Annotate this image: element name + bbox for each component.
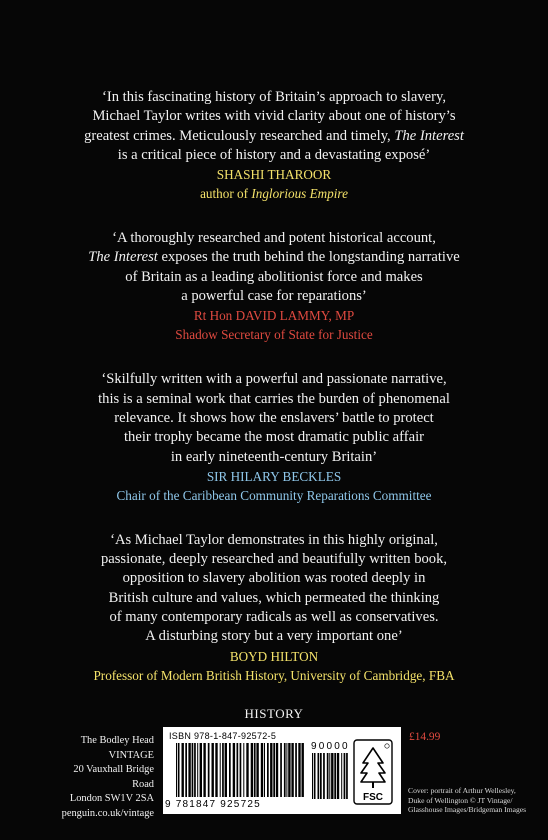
barcode-bar: [197, 743, 198, 797]
barcode-bar: [264, 743, 265, 797]
barcode-bar: [334, 753, 336, 799]
book-title: The Interest: [88, 249, 158, 266]
barcode-bars: [175, 743, 305, 801]
barcode-bar: [318, 753, 320, 799]
barcode-bar: [194, 743, 196, 797]
barcode-bar: [220, 743, 221, 797]
barcode-bar: [176, 743, 177, 797]
barcode-bar: [327, 753, 329, 799]
barcode-bar: [286, 743, 287, 797]
barcode-bar: [240, 743, 242, 797]
barcode-bar: [312, 753, 313, 799]
barcode-bar: [284, 743, 286, 797]
barcode-bar: [295, 743, 297, 797]
publisher-line: London SW1V 2SA: [69, 793, 154, 805]
cover-credit: Cover: portrait of Arthur Wellesley, Duke of Wellington © JT Vintage/ Glasshouse Images/Bridgeman Images: [408, 786, 527, 815]
barcode-bar: [185, 743, 187, 797]
book-title: The Interest: [394, 127, 464, 144]
barcode-bar: [298, 743, 300, 797]
quote-tharoor: [0, 88, 548, 203]
quote-author-role: Professor of Modern British History, University of Cambridge, FBA: [93, 667, 455, 683]
fsc-label: FSC: [363, 792, 383, 803]
barcode-bar: [276, 743, 278, 797]
quote-text: ‘Skilfully written with a powerful and passionate narrative, this is a seminal work that carries the burden of phenomenal relevance. It shows how the enslavers’ battle to protect their trophy became the most dramatic public affair in early nineteenth-century Britain’: [98, 371, 450, 465]
barcode-bar: [188, 743, 190, 797]
publisher-line: The Bodley Head: [80, 735, 154, 746]
quote-text: ‘A thoroughly researched and potent historical account,: [112, 230, 436, 247]
barcode-bar: [302, 743, 304, 797]
quote-text: ‘As Michael Taylor demonstrates in this highly original, passionate, deeply researched and beautifully written book, opposition to slavery abolition was rooted deeply in British culture and values, which permeated the thinking of many contemporary radicals as well as conservatives. A disturbing story but a very important one’: [100, 531, 448, 645]
quote-lammy: [0, 229, 548, 344]
quote-text: is a critical piece of history and a devastating exposé’: [117, 146, 431, 163]
barcode-bar: [346, 753, 348, 799]
barcode-bar: [314, 753, 316, 799]
quote-author-role: author of Inglorious Empire: [200, 186, 348, 202]
isbn-label: ISBN 978-1-847-92572-5: [169, 731, 277, 741]
quote-author-role: Shadow Secretary of State for Justice: [175, 327, 373, 343]
publisher-line: 20 Vauxhall Bridge Road: [73, 764, 154, 790]
quote-author-role: Chair of the Caribbean Community Reparations Committee: [116, 487, 432, 503]
barcode-bar: [233, 743, 235, 797]
barcode-bar: [203, 743, 205, 797]
barcode-addon-digits: 90000: [311, 741, 350, 752]
category-label: HISTORY: [244, 706, 304, 721]
barcode-bar: [341, 753, 342, 799]
publisher-line: VINTAGE: [108, 749, 154, 761]
endorsements: [0, 88, 548, 711]
publisher-line: penguin.co.uk/vintage: [61, 807, 154, 819]
barcode-bar: [178, 743, 180, 797]
barcode-bar: [329, 753, 330, 799]
quote-text: exposes the truth behind the longstanding narrative of Britain as a leading abolitionist force and makes a powerful case for reparations’: [125, 249, 460, 305]
quote-hilton: [0, 531, 548, 685]
quote-text: ‘In this fascinating history of Britain’s approach to slavery, Michael Taylor writes with vivid clarity about one of history’s greatest crimes. Meticulously researched and timely,: [84, 89, 456, 144]
barcode-bar: [243, 743, 244, 797]
quote-author: BOYD HILTON: [229, 648, 319, 664]
barcode-bar: [267, 743, 269, 797]
price: £14.99: [409, 731, 441, 743]
barcode-bar: [237, 743, 239, 797]
barcode-bar: [280, 743, 282, 797]
barcode-bar: [222, 743, 224, 797]
barcode-bar: [215, 743, 217, 797]
barcode-bar: [254, 743, 256, 797]
barcode-bar: [291, 743, 293, 797]
barcode-bar: [270, 743, 272, 797]
barcode-bar: [344, 753, 346, 799]
barcode-bar: [192, 743, 194, 797]
fsc-logo-icon: [353, 739, 393, 805]
quote-author: SIR HILARY BECKLES: [206, 468, 342, 484]
quote-beckles: [0, 370, 548, 504]
barcode-bar: [261, 743, 263, 797]
barcode-addon-bars: [311, 753, 351, 801]
barcode-bar: [225, 743, 227, 797]
barcode-bar: [337, 753, 339, 799]
barcode-bar: [323, 753, 325, 799]
barcode-bar: [229, 743, 231, 797]
quote-author: Rt Hon DAVID LAMMY, MP: [193, 308, 355, 324]
quote-author: SHASHI THAROOR: [216, 167, 332, 183]
barcode-bar: [208, 743, 210, 797]
barcode-bar: [256, 743, 258, 797]
barcode-bar: [251, 743, 253, 797]
barcode-bar: [331, 753, 333, 799]
barcode-bar: [246, 743, 248, 797]
barcode-bar: [200, 743, 202, 797]
barcode-bar: [288, 743, 290, 797]
barcode-bar: [320, 753, 322, 799]
barcode-bar: [182, 743, 184, 797]
barcode-digits: 9 781847 925725: [165, 799, 261, 810]
publisher-address: [60, 734, 154, 822]
barcode-panel: [163, 727, 401, 814]
barcode-bar: [212, 743, 214, 797]
barcode-bar: [273, 743, 275, 797]
